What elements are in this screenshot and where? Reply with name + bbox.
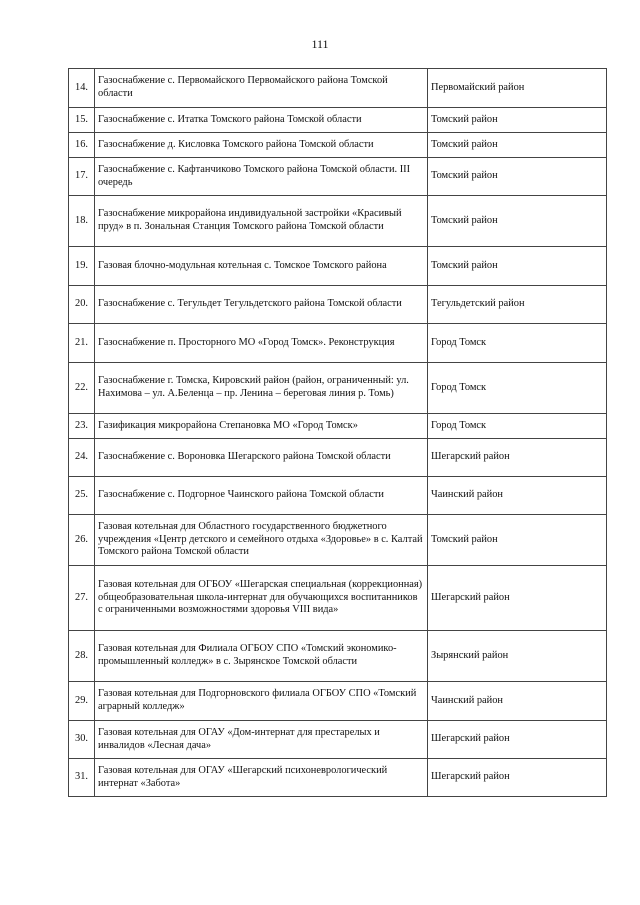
row-number: 15.: [69, 108, 95, 133]
row-number: 31.: [69, 759, 95, 797]
row-number: 24.: [69, 439, 95, 477]
table-row: [69, 69, 607, 108]
table-body: [69, 69, 607, 797]
table-row: [69, 247, 607, 286]
gasification-table: [68, 68, 607, 797]
row-number: 16.: [69, 133, 95, 158]
district-name: Чаинский район: [428, 682, 607, 721]
object-name: Газоснабжение с. Вороновка Шегарского района Томской области: [95, 439, 428, 477]
row-number: 30.: [69, 721, 95, 759]
object-name: Газоснабжение микрорайона индивидуальной застройки «Красивый пруд» в п. Зональная Станция Томского района Томской области: [95, 196, 428, 247]
table-row: [69, 682, 607, 721]
object-name: Газовая котельная для Областного государственного бюджетного учреждения «Центр детского и семейного отдыха «Здоровье» в с. Калтай Томского района Томской области: [95, 515, 428, 566]
object-name: Газовая котельная для ОГАУ «Шегарский психоневрологический интернат «Забота»: [95, 759, 428, 797]
district-name: Город Томск: [428, 414, 607, 439]
object-name: Газоснабжение д. Кисловка Томского района Томской области: [95, 133, 428, 158]
row-number: 25.: [69, 477, 95, 515]
page-number: 111: [311, 37, 329, 51]
table-row: [69, 566, 607, 631]
district-name: Первомайский район: [428, 69, 607, 108]
row-number: 26.: [69, 515, 95, 566]
object-name: Газоснабжение с. Первомайского Первомайского района Томской области: [95, 69, 428, 108]
district-name: Чаинский район: [428, 477, 607, 515]
table-row: [69, 196, 607, 247]
row-number: 22.: [69, 363, 95, 414]
object-name: Газовая котельная для Филиала ОГБОУ СПО «Томский экономико-промышленный колледж» в с. Зырянское Томской области: [95, 631, 428, 682]
district-name: Город Томск: [428, 324, 607, 363]
table-row: [69, 363, 607, 414]
table-row: [69, 515, 607, 566]
object-name: Газификация микрорайона Степановка МО «Город Томск»: [95, 414, 428, 439]
district-name: Томский район: [428, 247, 607, 286]
table-row: [69, 414, 607, 439]
object-name: Газовая котельная для ОГАУ «Дом-интернат для престарелых и инвалидов «Лесная дача»: [95, 721, 428, 759]
row-number: 21.: [69, 324, 95, 363]
table-row: [69, 477, 607, 515]
table-row: [69, 158, 607, 196]
table-row: [69, 721, 607, 759]
district-name: Томский район: [428, 196, 607, 247]
district-name: Томский район: [428, 515, 607, 566]
row-number: 18.: [69, 196, 95, 247]
table-row: [69, 631, 607, 682]
row-number: 23.: [69, 414, 95, 439]
row-number: 14.: [69, 69, 95, 108]
district-name: Город Томск: [428, 363, 607, 414]
table-row: [69, 108, 607, 133]
district-name: Шегарский район: [428, 439, 607, 477]
district-name: Тегульдетский район: [428, 286, 607, 324]
object-name: Газоснабжение п. Просторного МО «Город Томск». Реконструкция: [95, 324, 428, 363]
district-name: Томский район: [428, 108, 607, 133]
row-number: 19.: [69, 247, 95, 286]
object-name: Газоснабжение с. Итатка Томского района Томской области: [95, 108, 428, 133]
object-name: Газовая котельная для ОГБОУ «Шегарская специальная (коррекционная) общеобразовательная школа-интернат для обучающихся воспитанников с ограниченными возможностями здоровья VIII вида»: [95, 566, 428, 631]
district-name: Шегарский район: [428, 759, 607, 797]
table-row: [69, 324, 607, 363]
row-number: 28.: [69, 631, 95, 682]
object-name: Газоснабжение г. Томска, Кировский район (район, ограниченный: ул. Нахимова – ул. А.Беленца – пр. Ленина – береговая линия р. Томь): [95, 363, 428, 414]
district-name: Шегарский район: [428, 721, 607, 759]
table-row: [69, 286, 607, 324]
district-name: Зырянский район: [428, 631, 607, 682]
object-name: Газоснабжение с. Тегульдет Тегульдетского района Томской области: [95, 286, 428, 324]
district-name: Томский район: [428, 158, 607, 196]
object-name: Газоснабжение с. Кафтанчиково Томского района Томской области. III очередь: [95, 158, 428, 196]
table-row: [69, 133, 607, 158]
row-number: 27.: [69, 566, 95, 631]
object-name: Газовая блочно-модульная котельная с. Томское Томского района: [95, 247, 428, 286]
object-name: Газовая котельная для Подгорновского филиала ОГБОУ СПО «Томский аграрный колледж»: [95, 682, 428, 721]
object-name: Газоснабжение с. Подгорное Чаинского района Томской области: [95, 477, 428, 515]
table-row: [69, 439, 607, 477]
district-name: Шегарский район: [428, 566, 607, 631]
table-row: [69, 759, 607, 797]
row-number: 20.: [69, 286, 95, 324]
district-name: Томский район: [428, 133, 607, 158]
row-number: 17.: [69, 158, 95, 196]
row-number: 29.: [69, 682, 95, 721]
